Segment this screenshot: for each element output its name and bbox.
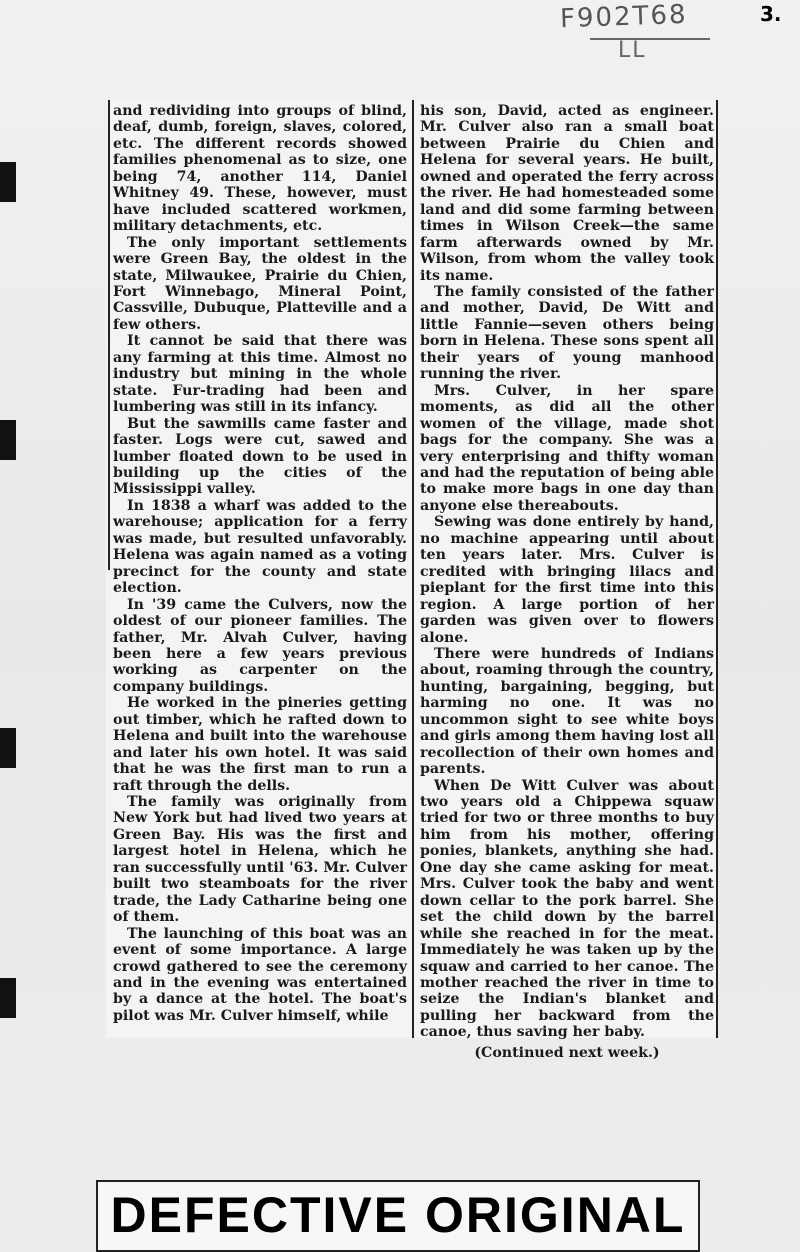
article-paragraph: and redividing into groups of blind, deaf, dumb, foreign, slaves, colored, etc. The different records showed families phenomenal as to size, one being 74, another 114, Daniel Whitney 49. These, however, must have included scattered workmen, military detachments, etc. bbox=[113, 103, 407, 235]
column-divider bbox=[412, 100, 414, 1038]
article-paragraph: It cannot be said that there was any farming at this time. Almost no industry but mining in the whole state. Fur-trading had been and lumbering was still in its infancy. bbox=[113, 333, 407, 416]
article-paragraph: In '39 came the Culvers, now the oldest of our pioneer families. The father, Mr. Alvah Culver, having been here a few years previous working as carpenter on the company buildings. bbox=[113, 596, 407, 695]
article-paragraph: his son, David, acted as engineer. Mr. Culver also ran a small boat between Prairie du Chien and Helena for several years. He built, owned and operated the ferry across the river. He had homesteaded some land and did some farming between times in Wilson Creek—the same farm afterwards owned by Mr. Wilson, from whom the valley took its name. bbox=[420, 103, 714, 284]
binding-tab bbox=[0, 420, 16, 460]
page-number: 3. bbox=[760, 2, 782, 26]
binding-tab bbox=[0, 162, 16, 202]
handwritten-underline bbox=[590, 38, 710, 40]
binding-tab bbox=[0, 978, 16, 1018]
article-paragraph: The family consisted of the father and mother, David, De Witt and little Fannie—seven others being born in Helena. These sons spent all their years of young manhood running the river. bbox=[420, 283, 714, 383]
binding-tab bbox=[0, 728, 16, 768]
article-paragraph: But the sawmills came faster and faster. Logs were cut, sawed and lumber floated down to be used in building up the cities of the Mississippi valley. bbox=[113, 415, 407, 498]
article-paragraph: The only important settlements were Green Bay, the oldest in the state, Milwaukee, Prairie du Chien, Fort Winnebago, Mineral Point, Cassville, Dubuque, Platteville and a few others. bbox=[113, 234, 407, 333]
article-paragraph: The launching of this boat was an event of some importance. A large crowd gathered to see the ceremony and in the evening was entertained by a dance at the hotel. The boat's pilot was Mr. Culver himself, while bbox=[113, 925, 407, 1024]
defective-original-label: DEFECTIVE ORIGINAL bbox=[110, 1187, 686, 1243]
article-paragraph: In 1838 a wharf was added to the warehouse; application for a ferry was made, but resulted unfavorably. Helena was again named as a voting precinct for the county and state election. bbox=[113, 497, 407, 597]
article-column-right bbox=[420, 103, 714, 1061]
defective-original-stamp bbox=[96, 1180, 700, 1252]
handwritten-sub: LL bbox=[618, 38, 647, 63]
article-column-left bbox=[113, 103, 407, 1024]
column-rule-left bbox=[108, 100, 110, 570]
article-paragraph: There were hundreds of Indians about, roaming through the country, hunting, bargaining, begging, but harming no one. It was no uncommon sight to see white boys and girls among them having lost all recollection of their own homes and parents. bbox=[420, 645, 714, 778]
column-rule-right bbox=[716, 100, 718, 1038]
article-paragraph: When De Witt Culver was about two years old a Chippewa squaw tried for two or three months to buy him from his mother, offering ponies, blankets, anything she had. One day she came asking for meat. Mrs. Culver took the baby and went down cellar to the pork barrel. She set the child down by the barrel while she reached in for the meat. Immediately he was taken up by the squaw and carried to her canoe. The mother reached the river in time to seize the Indian's blanket and pulling her backward from the canoe, thus saving her baby. bbox=[420, 777, 714, 1041]
article-paragraph: The family was originally from New York but had lived two years at Green Bay. His was the first and largest hotel in Helena, which he ran successfully until '63. Mr. Culver built two steamboats for the river trade, the Lady Catharine being one of them. bbox=[113, 794, 407, 926]
handwritten-code: F902T68 bbox=[559, 0, 689, 35]
article-paragraph: Mrs. Culver, in her spare moments, as did all the other women of the village, made shot bags for the company. She was a very enterprising and thifty woman and had the reputation of being able to make more bags in one day than anyone else thereabouts. bbox=[420, 382, 714, 514]
article-paragraph: Sewing was done entirely by hand, no machine appearing until about ten years later. Mrs. Culver is credited with bringing lilacs and pieplant for the first time into this region. A large portion of her garden was given over to flowers alone. bbox=[420, 514, 714, 646]
article-paragraph: He worked in the pineries getting out timber, which he rafted down to Helena and built into the warehouse and later his own hotel. It was said that he was the first man to run a raft through the dells. bbox=[113, 695, 407, 794]
continued-note: (Continued next week.) bbox=[474, 1044, 660, 1061]
